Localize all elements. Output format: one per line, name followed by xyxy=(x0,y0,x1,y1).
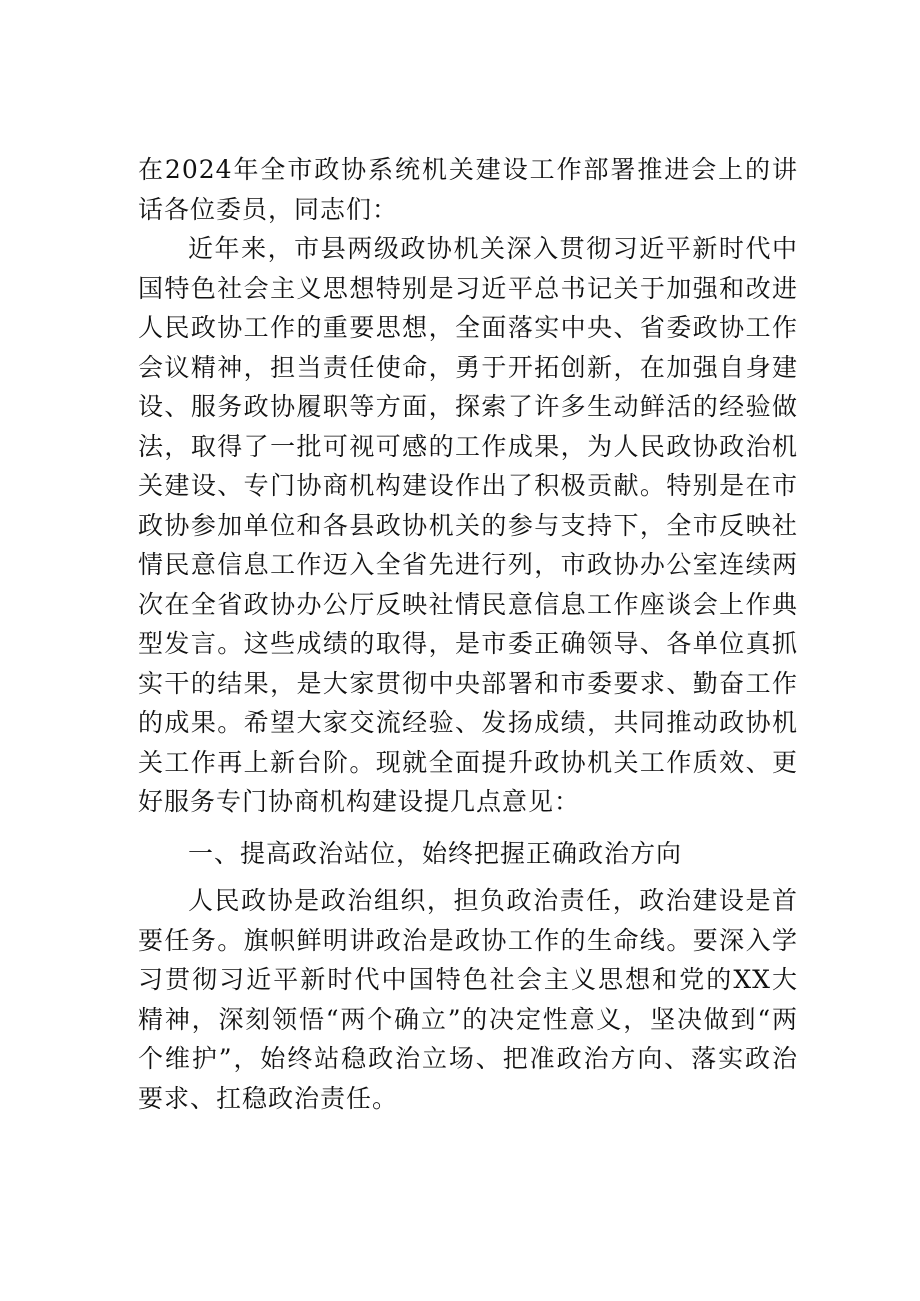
document-body xyxy=(138,150,798,1118)
section-heading-1: 一、提高政治站位，始终把握正确政治方向 xyxy=(188,838,683,868)
section-paragraph-1: 人民政协是政治组织，担负政治责任，政治建设是首要任务。旗帜鲜明讲政治是政协工作的生命线。要深入学习贯彻习近平新时代中国特色社会主义思想和党的XX大精神，深刻领悟“两个确立”的决定性意义，坚决做到“两个维护”，始终站稳政治立场、把准政治方向、落实政治要求、扛稳政治责任。 xyxy=(138,886,798,1113)
document-opening-line: 在2024年全市政协系统机关建设工作部署推进会上的讲话各位委员，同志们： xyxy=(138,155,798,224)
body-paragraph-1: 近年来，市县两级政协机关深入贯彻习近平新时代中国特色社会主义思想特别是习近平总书记关于加强和改进人民政协工作的重要思想，全面落实中央、省委政协工作会议精神，担当责任使命，勇于开拓创新，在加强自身建设、服务政协履职等方面，探索了许多生动鲜活的经验做法，取得了一批可视可感的工作成果，为人民政协政治机关建设、专门协商机构建设作出了积极贡献。特别是在市政协参加单位和各县政协机关的参与支持下，全市反映社情民意信息工作迈入全省先进行列，市政协办公室连续两次在全省政协办公厅反映社情民意信息工作座谈会上作典型发言。这些成绩的取得，是市委正确领导、各单位真抓实干的结果，是大家贯彻中央部署和市委要求、勤奋工作的成果。希望大家交流经验、发扬成绩，共同推动政协机关工作再上新台阶。现就全面提升政协机关工作质效、更好服务专门协商机构建设提几点意见： xyxy=(138,234,798,816)
